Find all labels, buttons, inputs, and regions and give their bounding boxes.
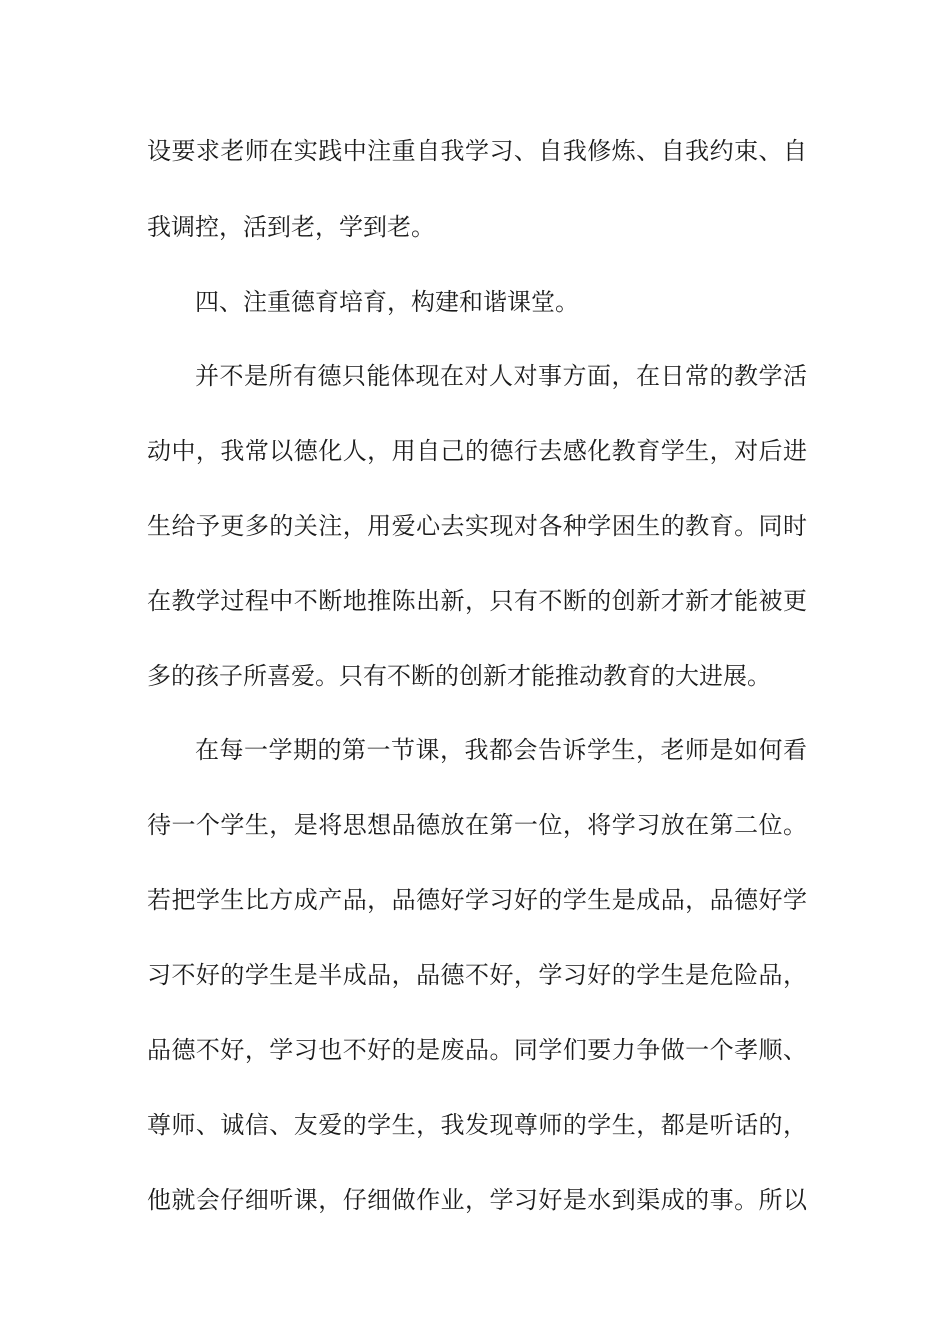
text-line-6: 生给予更多的关注，用爱心去实现对各种学困生的教育。同时 bbox=[147, 512, 807, 540]
text-line-14: 尊师、诚信、友爱的学生，我发现尊师的学生，都是听话的， bbox=[147, 1111, 807, 1139]
text-line-10: 待一个学生，是将思想品德放在第一位，将学习放在第二位。 bbox=[147, 811, 807, 839]
text-line-13: 品德不好，学习也不好的是废品。同学们要力争做一个孝顺、 bbox=[147, 1036, 807, 1064]
text-line-9: 在每一学期的第一节课，我都会告诉学生，老师是如何看 bbox=[195, 736, 807, 764]
section-heading: 四、注重德育培育，构建和谐课堂。 bbox=[195, 288, 579, 316]
text-line-15: 他就会仔细听课，仔细做作业，学习好是水到渠成的事。所以 bbox=[147, 1186, 807, 1214]
text-line-2: 我调控，活到老，学到老。 bbox=[147, 213, 435, 241]
text-line-8: 多的孩子所喜爱。只有不断的创新才能推动教育的大进展。 bbox=[147, 662, 771, 690]
text-line-5: 动中，我常以德化人，用自己的德行去感化教育学生，对后进 bbox=[147, 437, 807, 465]
text-line-7: 在教学过程中不断地推陈出新，只有不断的创新才新才能被更 bbox=[147, 587, 807, 615]
text-line-4: 并不是所有德只能体现在对人对事方面，在日常的教学活 bbox=[195, 362, 807, 390]
text-line-11: 若把学生比方成产品，品德好学习好的学生是成品，品德好学 bbox=[147, 886, 807, 914]
text-line-1: 设要求老师在实践中注重自我学习、自我修炼、自我约束、自 bbox=[147, 137, 807, 165]
text-line-12: 习不好的学生是半成品，品德不好，学习好的学生是危险品， bbox=[147, 961, 807, 989]
